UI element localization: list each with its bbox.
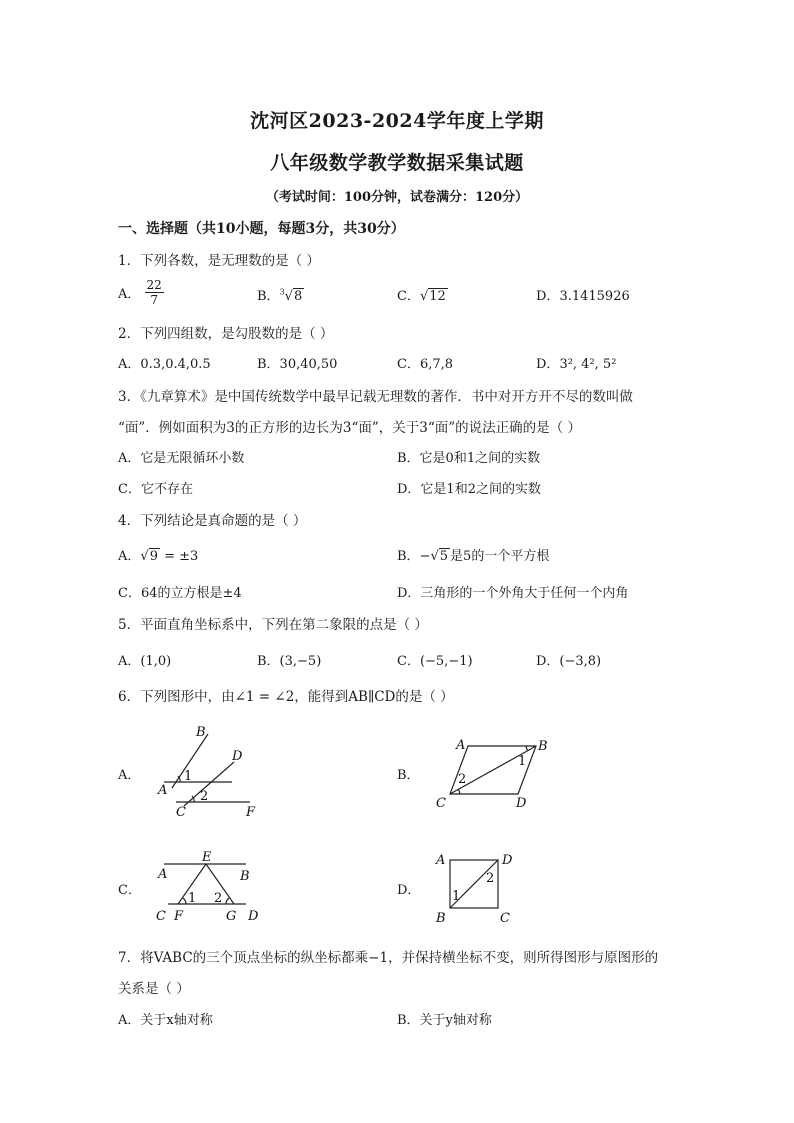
label-f: F [174, 909, 184, 924]
q4-option-b[interactable] [397, 545, 549, 564]
option-text: 3², 4², 5² [559, 357, 617, 372]
q2-option-c[interactable]: C．6,7,8 [397, 357, 454, 372]
q5-option-a[interactable]: A．(1,0) [118, 654, 172, 669]
q6-option-c-label[interactable]: C． [118, 883, 141, 898]
question-2-stem: 2．下列四组数，是勾股数的是（ ） [118, 326, 334, 342]
q4-option-d[interactable]: D．三角形的一个外角大于任何一个内角 [397, 586, 629, 601]
label-c: C [500, 911, 510, 926]
fraction [145, 278, 164, 307]
q2-option-d[interactable] [536, 353, 616, 372]
label-a: A [456, 738, 466, 753]
q2-option-a[interactable]: A．0.3,0.4,0.5 [118, 357, 211, 372]
question-7-stem-line2: 关系是（ ） [118, 981, 190, 997]
label-1: 1 [518, 754, 527, 769]
option-label: D． [536, 289, 560, 304]
label-2: 2 [200, 789, 209, 804]
radical-sign: √ [430, 549, 439, 564]
q5-option-c[interactable]: C．(−5,−1) [397, 654, 473, 669]
label-d: D [232, 749, 243, 764]
q6-figure-b[interactable] [430, 733, 560, 813]
exam-title-line2: 八年级数学教学数据采集试题 [270, 152, 524, 174]
question-5-stem: 5．平面直角坐标系中，下列在第二象限的点是（ ） [118, 617, 428, 633]
question-7-stem-line1: 7．将VABC的三个顶点坐标的纵坐标都乘−1，并保持横坐标不变，则所得图形与原图形的 [118, 950, 659, 966]
q5-option-d[interactable]: D．(−3,8) [536, 654, 602, 669]
exam-note: （考试时间：100分钟，试卷满分：120分） [265, 190, 529, 205]
root-index: 3 [279, 287, 285, 297]
denominator: 7 [150, 293, 158, 307]
q3-option-b[interactable]: B．它是0和1之间的实数 [397, 451, 541, 466]
q1-option-b[interactable] [257, 285, 304, 304]
minus-sign: − [419, 549, 431, 564]
question-3-stem-line2: “面”．例如面积为3的正方形的边长为3“面”，关于3“面”的说法正确的是（ ） [118, 420, 581, 436]
label-1: 1 [452, 889, 461, 904]
question-1-stem: 1．下列各数，是无理数的是（ ） [118, 253, 320, 269]
label-b: B [538, 739, 548, 754]
radicand: 9 [149, 549, 158, 564]
option-text: 是5的一个平方根 [450, 549, 550, 564]
radical-sign: √ [140, 549, 149, 564]
radical-sign: √ [419, 289, 429, 304]
q3-option-c[interactable]: C．它不存在 [118, 482, 193, 497]
label-b: B [240, 869, 250, 884]
q1-option-c[interactable] [397, 285, 448, 304]
label-a: A [436, 853, 446, 868]
question-4-stem: 4．下列结论是真命题的是（ ） [118, 513, 307, 529]
q4-option-a[interactable] [118, 545, 198, 564]
option-label: B． [397, 549, 420, 564]
option-label: B． [257, 289, 280, 304]
angle-2-arc [458, 789, 460, 794]
angle-1-arc [183, 898, 186, 904]
q2-option-b[interactable]: B．30,40,50 [257, 357, 338, 372]
q6-option-a-label[interactable]: A． [118, 768, 141, 783]
angle-1-arc [526, 746, 528, 751]
label-2: 2 [486, 871, 495, 886]
q3-option-d[interactable]: D．它是1和2之间的实数 [397, 482, 541, 497]
label-d: D [248, 909, 259, 924]
section-heading: 一、选择题（共10小题，每题3分，共30分） [118, 221, 405, 237]
radicand: 8 [293, 289, 303, 304]
option-label: A． [118, 287, 141, 302]
option-label: C． [397, 289, 420, 304]
label-d: D [502, 853, 513, 868]
q6-figure-d[interactable] [430, 848, 520, 928]
question-3-stem-line1: 3．《九章算术》是中国传统数学中最早记载无理数的著作．书中对开方开不尽的数叫做 [118, 389, 633, 405]
q1-option-d[interactable] [536, 285, 630, 304]
q1-option-a[interactable] [118, 278, 164, 307]
label-1: 1 [184, 769, 193, 784]
radicand: 5 [439, 549, 449, 564]
q6-option-b-label[interactable]: B． [397, 768, 420, 783]
q5-option-b[interactable]: B．(3,−5) [257, 654, 322, 669]
numerator: 22 [146, 278, 162, 292]
q3-option-a[interactable]: A．它是无限循环小数 [118, 451, 245, 466]
q7-option-a[interactable]: A．关于x轴对称 [118, 1013, 213, 1028]
q7-option-b[interactable]: B．关于y轴对称 [397, 1013, 492, 1028]
label-c: C [176, 805, 186, 820]
option-text: = ±3 [159, 549, 199, 564]
radical-sign: √ [284, 289, 293, 304]
question-6-stem: 6．下列图形中，由∠1 = ∠2，能得到AB∥CD的是（ ） [118, 689, 454, 705]
label-a: A [158, 783, 168, 798]
label-1: 1 [188, 891, 197, 906]
q6-option-d-label[interactable]: D． [397, 883, 421, 898]
option-label: A． [118, 549, 141, 564]
option-label: D． [536, 357, 560, 372]
label-d: D [516, 796, 527, 811]
label-2: 2 [214, 891, 223, 906]
radicand: 12 [429, 289, 446, 304]
q6-figure-a[interactable] [150, 722, 270, 822]
exam-title-line1: 沈河区2023-2024学年度上学期 [250, 110, 544, 132]
label-e: E [202, 850, 212, 865]
label-b: B [436, 911, 446, 926]
label-c: C [156, 909, 166, 924]
label-c: C [436, 796, 446, 811]
q6-figure-c[interactable] [150, 846, 270, 926]
q4-option-c[interactable]: C．64的立方根是±4 [118, 586, 242, 601]
angle-2-arc [226, 898, 229, 904]
label-2: 2 [458, 772, 467, 787]
option-text: 3.1415926 [559, 289, 630, 304]
label-b: B [196, 725, 206, 740]
label-g: G [226, 909, 237, 924]
label-a: A [158, 867, 168, 882]
label-f: F [246, 805, 256, 820]
